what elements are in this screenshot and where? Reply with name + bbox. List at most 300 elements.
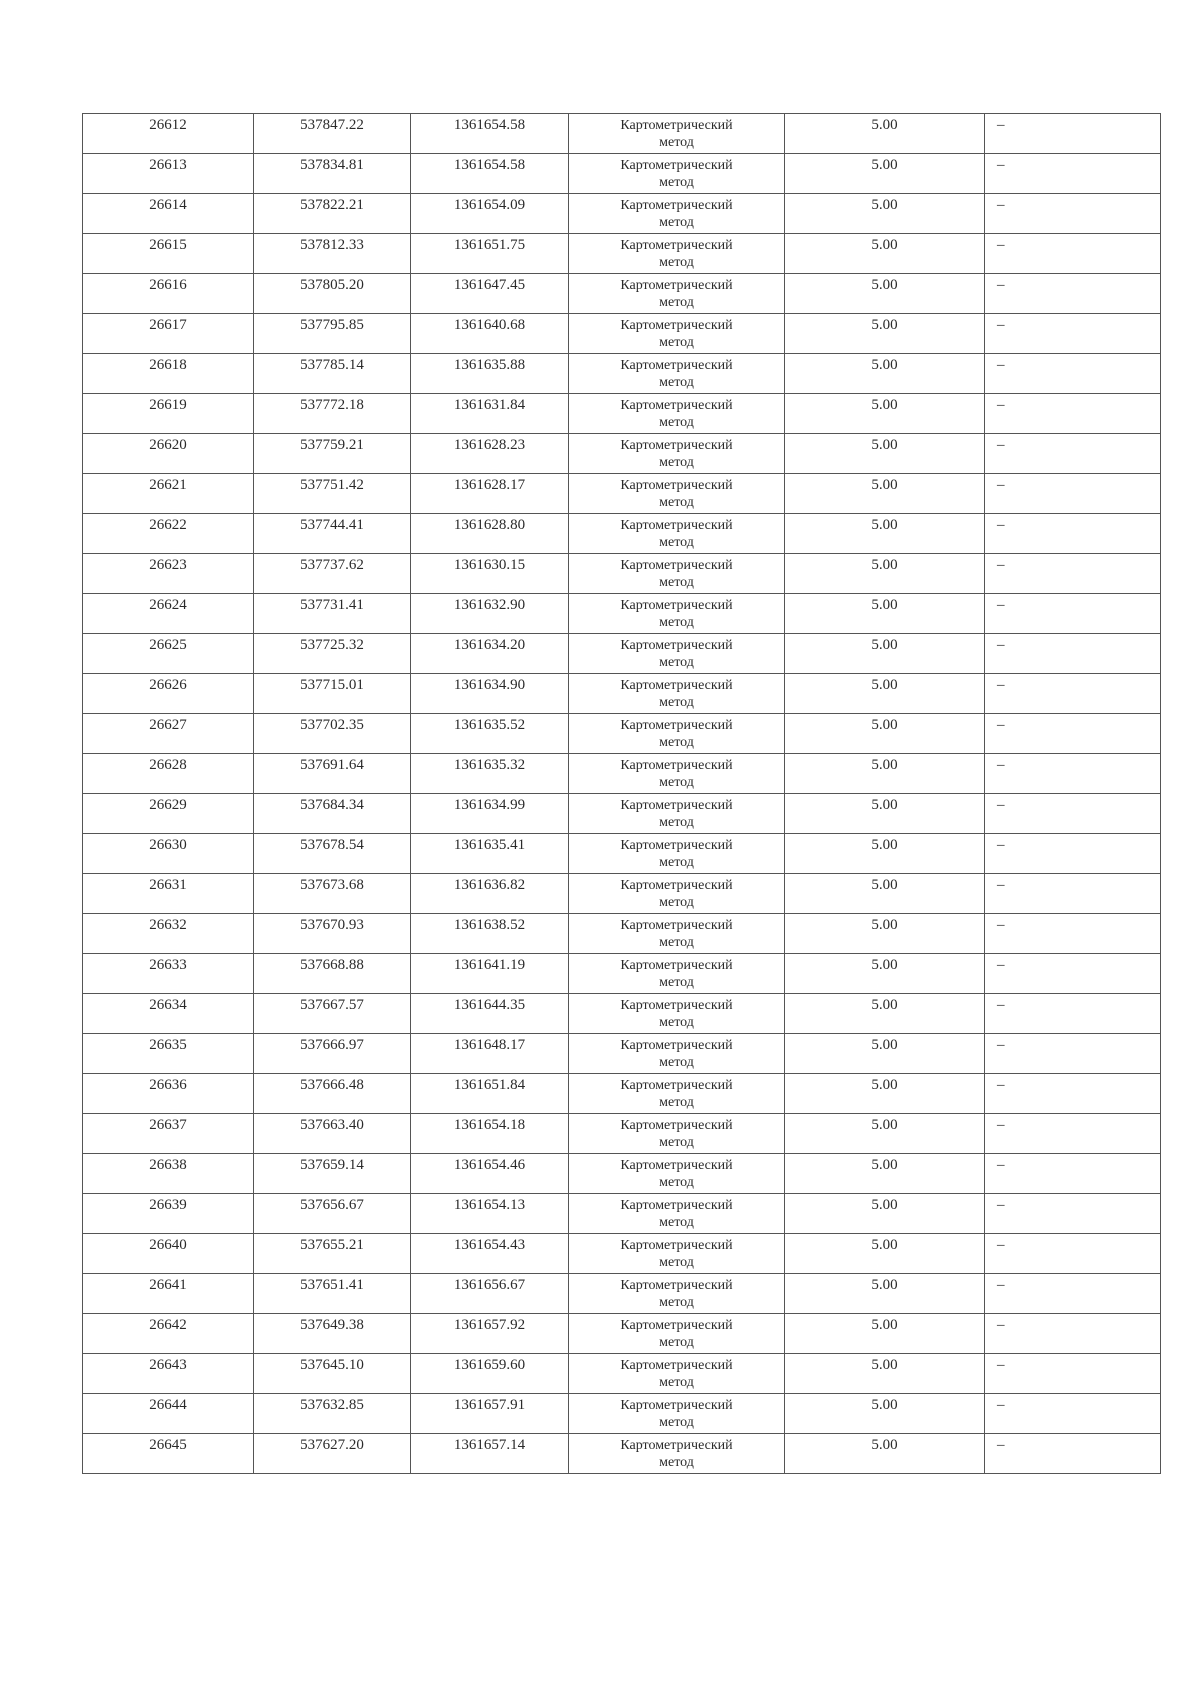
y-coordinate-cell: 1361651.84 [411,1074,569,1114]
method-line-2: метод [659,135,694,150]
point-number-cell: 26635 [83,1034,254,1074]
method-line-1: Картометрический [620,438,733,453]
point-number-cell: 26627 [83,714,254,754]
point-number-cell: 26614 [83,194,254,234]
method-line-1: Картометрический [620,238,733,253]
note-cell: – [985,1234,1161,1274]
table-row [83,1314,1161,1354]
x-coordinate-cell: 537678.54 [254,834,411,874]
y-coordinate-cell: 1361656.67 [411,1274,569,1314]
coordinates-table-body [83,114,1161,1474]
method-line-2: метод [659,375,694,390]
method-line-1: Картометрический [620,1278,733,1293]
x-coordinate-cell: 537702.35 [254,714,411,754]
method-line-1: Картометрический [620,838,733,853]
note-cell: – [985,474,1161,514]
accuracy-cell: 5.00 [785,434,985,474]
method-cell [569,874,785,914]
note-cell: – [985,194,1161,234]
point-number-cell: 26637 [83,1114,254,1154]
method-line-1: Картометрический [620,398,733,413]
method-line-2: метод [659,1455,694,1470]
y-coordinate-cell: 1361635.88 [411,354,569,394]
point-number-cell: 26640 [83,1234,254,1274]
table-row [83,194,1161,234]
note-cell: – [985,1434,1161,1474]
point-number-cell: 26626 [83,674,254,714]
accuracy-cell: 5.00 [785,1154,985,1194]
point-number-cell: 26630 [83,834,254,874]
accuracy-cell: 5.00 [785,394,985,434]
point-number-cell: 26625 [83,634,254,674]
accuracy-cell: 5.00 [785,1074,985,1114]
method-line-1: Картометрический [620,1238,733,1253]
note-cell: – [985,1274,1161,1314]
x-coordinate-cell: 537812.33 [254,234,411,274]
y-coordinate-cell: 1361635.41 [411,834,569,874]
method-cell [569,274,785,314]
method-cell [569,554,785,594]
coordinates-table [82,113,1161,1474]
method-cell [569,634,785,674]
method-line-2: метод [659,1215,694,1230]
point-number-cell: 26621 [83,474,254,514]
method-line-1: Картометрический [620,718,733,733]
y-coordinate-cell: 1361628.80 [411,514,569,554]
method-cell [569,1154,785,1194]
point-number-cell: 26613 [83,154,254,194]
method-line-1: Картометрический [620,998,733,1013]
x-coordinate-cell: 537737.62 [254,554,411,594]
x-coordinate-cell: 537759.21 [254,434,411,474]
method-line-2: метод [659,815,694,830]
point-number-cell: 26632 [83,914,254,954]
x-coordinate-cell: 537632.85 [254,1394,411,1434]
point-number-cell: 26643 [83,1354,254,1394]
point-number-cell: 26645 [83,1434,254,1474]
method-cell [569,914,785,954]
method-cell [569,834,785,874]
note-cell: – [985,834,1161,874]
method-line-2: метод [659,335,694,350]
method-line-1: Картометрический [620,198,733,213]
method-line-2: метод [659,1415,694,1430]
note-cell: – [985,434,1161,474]
method-cell [569,1114,785,1154]
table-row [83,994,1161,1034]
point-number-cell: 26629 [83,794,254,834]
note-cell: – [985,914,1161,954]
method-line-2: метод [659,655,694,670]
table-row [83,634,1161,674]
table-row [83,354,1161,394]
method-cell [569,154,785,194]
method-line-1: Картометрический [620,638,733,653]
y-coordinate-cell: 1361659.60 [411,1354,569,1394]
table-row [83,834,1161,874]
y-coordinate-cell: 1361654.58 [411,114,569,154]
point-number-cell: 26623 [83,554,254,594]
note-cell: – [985,594,1161,634]
y-coordinate-cell: 1361632.90 [411,594,569,634]
method-line-2: метод [659,735,694,750]
y-coordinate-cell: 1361654.43 [411,1234,569,1274]
note-cell: – [985,1154,1161,1194]
table-row [83,154,1161,194]
method-cell [569,674,785,714]
method-line-1: Картометрический [620,958,733,973]
accuracy-cell: 5.00 [785,594,985,634]
method-cell [569,474,785,514]
method-line-1: Картометрический [620,598,733,613]
note-cell: – [985,1114,1161,1154]
point-number-cell: 26622 [83,514,254,554]
note-cell: – [985,1354,1161,1394]
method-line-1: Картометрический [620,758,733,773]
y-coordinate-cell: 1361630.15 [411,554,569,594]
accuracy-cell: 5.00 [785,514,985,554]
method-cell [569,114,785,154]
method-line-2: метод [659,1015,694,1030]
method-cell [569,354,785,394]
method-line-2: метод [659,455,694,470]
point-number-cell: 26617 [83,314,254,354]
accuracy-cell: 5.00 [785,1354,985,1394]
note-cell: – [985,1194,1161,1234]
y-coordinate-cell: 1361644.35 [411,994,569,1034]
method-cell [569,1074,785,1114]
note-cell: – [985,714,1161,754]
method-line-1: Картометрический [620,1198,733,1213]
method-line-1: Картометрический [620,278,733,293]
table-row [83,1394,1161,1434]
point-number-cell: 26620 [83,434,254,474]
table-row [83,954,1161,994]
y-coordinate-cell: 1361657.14 [411,1434,569,1474]
x-coordinate-cell: 537656.67 [254,1194,411,1234]
method-line-1: Картометрический [620,918,733,933]
table-row [83,1234,1161,1274]
y-coordinate-cell: 1361657.91 [411,1394,569,1434]
method-line-1: Картометрический [620,1038,733,1053]
method-cell [569,594,785,634]
method-line-2: метод [659,215,694,230]
method-line-1: Картометрический [620,1398,733,1413]
x-coordinate-cell: 537666.97 [254,1034,411,1074]
method-line-2: метод [659,575,694,590]
method-line-2: метод [659,1135,694,1150]
y-coordinate-cell: 1361654.58 [411,154,569,194]
x-coordinate-cell: 537725.32 [254,634,411,674]
note-cell: – [985,954,1161,994]
method-line-2: метод [659,975,694,990]
note-cell: – [985,754,1161,794]
y-coordinate-cell: 1361631.84 [411,394,569,434]
method-line-2: метод [659,895,694,910]
y-coordinate-cell: 1361634.20 [411,634,569,674]
x-coordinate-cell: 537666.48 [254,1074,411,1114]
method-line-2: метод [659,1255,694,1270]
method-line-1: Картометрический [620,1318,733,1333]
method-line-2: метод [659,855,694,870]
y-coordinate-cell: 1361628.17 [411,474,569,514]
accuracy-cell: 5.00 [785,314,985,354]
method-line-1: Картометрический [620,558,733,573]
method-line-1: Картометрический [620,878,733,893]
method-line-1: Картометрический [620,518,733,533]
x-coordinate-cell: 537663.40 [254,1114,411,1154]
method-cell [569,1354,785,1394]
point-number-cell: 26633 [83,954,254,994]
method-line-1: Картометрический [620,118,733,133]
method-line-1: Картометрический [620,1158,733,1173]
accuracy-cell: 5.00 [785,1314,985,1354]
method-line-1: Картометрический [620,478,733,493]
accuracy-cell: 5.00 [785,1434,985,1474]
accuracy-cell: 5.00 [785,154,985,194]
accuracy-cell: 5.00 [785,1234,985,1274]
method-cell [569,514,785,554]
x-coordinate-cell: 537645.10 [254,1354,411,1394]
method-cell [569,194,785,234]
table-row [83,274,1161,314]
accuracy-cell: 5.00 [785,954,985,994]
accuracy-cell: 5.00 [785,554,985,594]
x-coordinate-cell: 537673.68 [254,874,411,914]
method-line-1: Картометрический [620,1438,733,1453]
table-row [83,314,1161,354]
table-row [83,754,1161,794]
note-cell: – [985,554,1161,594]
accuracy-cell: 5.00 [785,114,985,154]
y-coordinate-cell: 1361635.32 [411,754,569,794]
method-cell [569,314,785,354]
method-line-2: метод [659,1335,694,1350]
method-line-2: метод [659,1055,694,1070]
method-line-1: Картометрический [620,1118,733,1133]
y-coordinate-cell: 1361654.46 [411,1154,569,1194]
method-line-2: метод [659,695,694,710]
note-cell: – [985,674,1161,714]
accuracy-cell: 5.00 [785,754,985,794]
accuracy-cell: 5.00 [785,714,985,754]
accuracy-cell: 5.00 [785,274,985,314]
x-coordinate-cell: 537751.42 [254,474,411,514]
note-cell: – [985,394,1161,434]
table-row [83,874,1161,914]
y-coordinate-cell: 1361651.75 [411,234,569,274]
accuracy-cell: 5.00 [785,1114,985,1154]
accuracy-cell: 5.00 [785,1034,985,1074]
table-row [83,1194,1161,1234]
table-row [83,674,1161,714]
accuracy-cell: 5.00 [785,914,985,954]
point-number-cell: 26618 [83,354,254,394]
table-row [83,394,1161,434]
method-cell [569,994,785,1034]
point-number-cell: 26615 [83,234,254,274]
note-cell: – [985,994,1161,1034]
x-coordinate-cell: 537847.22 [254,114,411,154]
x-coordinate-cell: 537834.81 [254,154,411,194]
x-coordinate-cell: 537655.21 [254,1234,411,1274]
x-coordinate-cell: 537670.93 [254,914,411,954]
table-row [83,714,1161,754]
method-line-2: метод [659,415,694,430]
x-coordinate-cell: 537691.64 [254,754,411,794]
table-row [83,114,1161,154]
accuracy-cell: 5.00 [785,1274,985,1314]
y-coordinate-cell: 1361654.18 [411,1114,569,1154]
y-coordinate-cell: 1361640.68 [411,314,569,354]
method-line-2: метод [659,1095,694,1110]
accuracy-cell: 5.00 [785,994,985,1034]
method-cell [569,954,785,994]
x-coordinate-cell: 537627.20 [254,1434,411,1474]
y-coordinate-cell: 1361634.90 [411,674,569,714]
accuracy-cell: 5.00 [785,354,985,394]
accuracy-cell: 5.00 [785,1394,985,1434]
method-cell [569,1274,785,1314]
method-line-1: Картометрический [620,1078,733,1093]
y-coordinate-cell: 1361641.19 [411,954,569,994]
y-coordinate-cell: 1361648.17 [411,1034,569,1074]
note-cell: – [985,634,1161,674]
table-row [83,1354,1161,1394]
method-cell [569,434,785,474]
method-line-2: метод [659,1175,694,1190]
x-coordinate-cell: 537684.34 [254,794,411,834]
table-row [83,1034,1161,1074]
point-number-cell: 26636 [83,1074,254,1114]
point-number-cell: 26624 [83,594,254,634]
point-number-cell: 26634 [83,994,254,1034]
y-coordinate-cell: 1361638.52 [411,914,569,954]
method-line-2: метод [659,255,694,270]
note-cell: – [985,114,1161,154]
method-line-1: Картометрический [620,798,733,813]
x-coordinate-cell: 537659.14 [254,1154,411,1194]
x-coordinate-cell: 537805.20 [254,274,411,314]
point-number-cell: 26642 [83,1314,254,1354]
method-line-1: Картометрический [620,158,733,173]
x-coordinate-cell: 537668.88 [254,954,411,994]
y-coordinate-cell: 1361634.99 [411,794,569,834]
note-cell: – [985,1034,1161,1074]
note-cell: – [985,274,1161,314]
table-row [83,794,1161,834]
note-cell: – [985,314,1161,354]
point-number-cell: 26619 [83,394,254,434]
accuracy-cell: 5.00 [785,234,985,274]
accuracy-cell: 5.00 [785,794,985,834]
method-line-1: Картометрический [620,678,733,693]
y-coordinate-cell: 1361654.13 [411,1194,569,1234]
accuracy-cell: 5.00 [785,874,985,914]
method-cell [569,394,785,434]
table-row [83,1274,1161,1314]
method-cell [569,794,785,834]
point-number-cell: 26631 [83,874,254,914]
note-cell: – [985,514,1161,554]
method-cell [569,754,785,794]
method-line-2: метод [659,495,694,510]
note-cell: – [985,794,1161,834]
note-cell: – [985,354,1161,394]
method-cell [569,1434,785,1474]
x-coordinate-cell: 537744.41 [254,514,411,554]
y-coordinate-cell: 1361635.52 [411,714,569,754]
method-cell [569,1194,785,1234]
y-coordinate-cell: 1361628.23 [411,434,569,474]
method-line-1: Картометрический [620,358,733,373]
point-number-cell: 26639 [83,1194,254,1234]
table-row [83,1074,1161,1114]
x-coordinate-cell: 537795.85 [254,314,411,354]
method-cell [569,234,785,274]
table-row [83,434,1161,474]
table-row [83,1434,1161,1474]
point-number-cell: 26616 [83,274,254,314]
method-line-1: Картометрический [620,1358,733,1373]
table-row [83,1114,1161,1154]
x-coordinate-cell: 537667.57 [254,994,411,1034]
accuracy-cell: 5.00 [785,634,985,674]
method-cell [569,714,785,754]
method-line-2: метод [659,935,694,950]
table-row [83,554,1161,594]
point-number-cell: 26641 [83,1274,254,1314]
x-coordinate-cell: 537715.01 [254,674,411,714]
y-coordinate-cell: 1361654.09 [411,194,569,234]
point-number-cell: 26638 [83,1154,254,1194]
y-coordinate-cell: 1361636.82 [411,874,569,914]
x-coordinate-cell: 537649.38 [254,1314,411,1354]
accuracy-cell: 5.00 [785,1194,985,1234]
point-number-cell: 26628 [83,754,254,794]
table-row [83,234,1161,274]
point-number-cell: 26644 [83,1394,254,1434]
method-line-2: метод [659,775,694,790]
x-coordinate-cell: 537772.18 [254,394,411,434]
table-row [83,474,1161,514]
table-row [83,914,1161,954]
x-coordinate-cell: 537785.14 [254,354,411,394]
note-cell: – [985,1394,1161,1434]
point-number-cell: 26612 [83,114,254,154]
x-coordinate-cell: 537822.21 [254,194,411,234]
method-cell [569,1314,785,1354]
y-coordinate-cell: 1361647.45 [411,274,569,314]
note-cell: – [985,1074,1161,1114]
accuracy-cell: 5.00 [785,194,985,234]
accuracy-cell: 5.00 [785,834,985,874]
method-line-2: метод [659,295,694,310]
x-coordinate-cell: 537651.41 [254,1274,411,1314]
note-cell: – [985,154,1161,194]
method-cell [569,1234,785,1274]
y-coordinate-cell: 1361657.92 [411,1314,569,1354]
method-cell [569,1034,785,1074]
table-row [83,594,1161,634]
method-line-2: метод [659,615,694,630]
method-line-2: метод [659,535,694,550]
table-row [83,1154,1161,1194]
method-line-2: метод [659,1295,694,1310]
method-cell [569,1394,785,1434]
note-cell: – [985,1314,1161,1354]
table-row [83,514,1161,554]
